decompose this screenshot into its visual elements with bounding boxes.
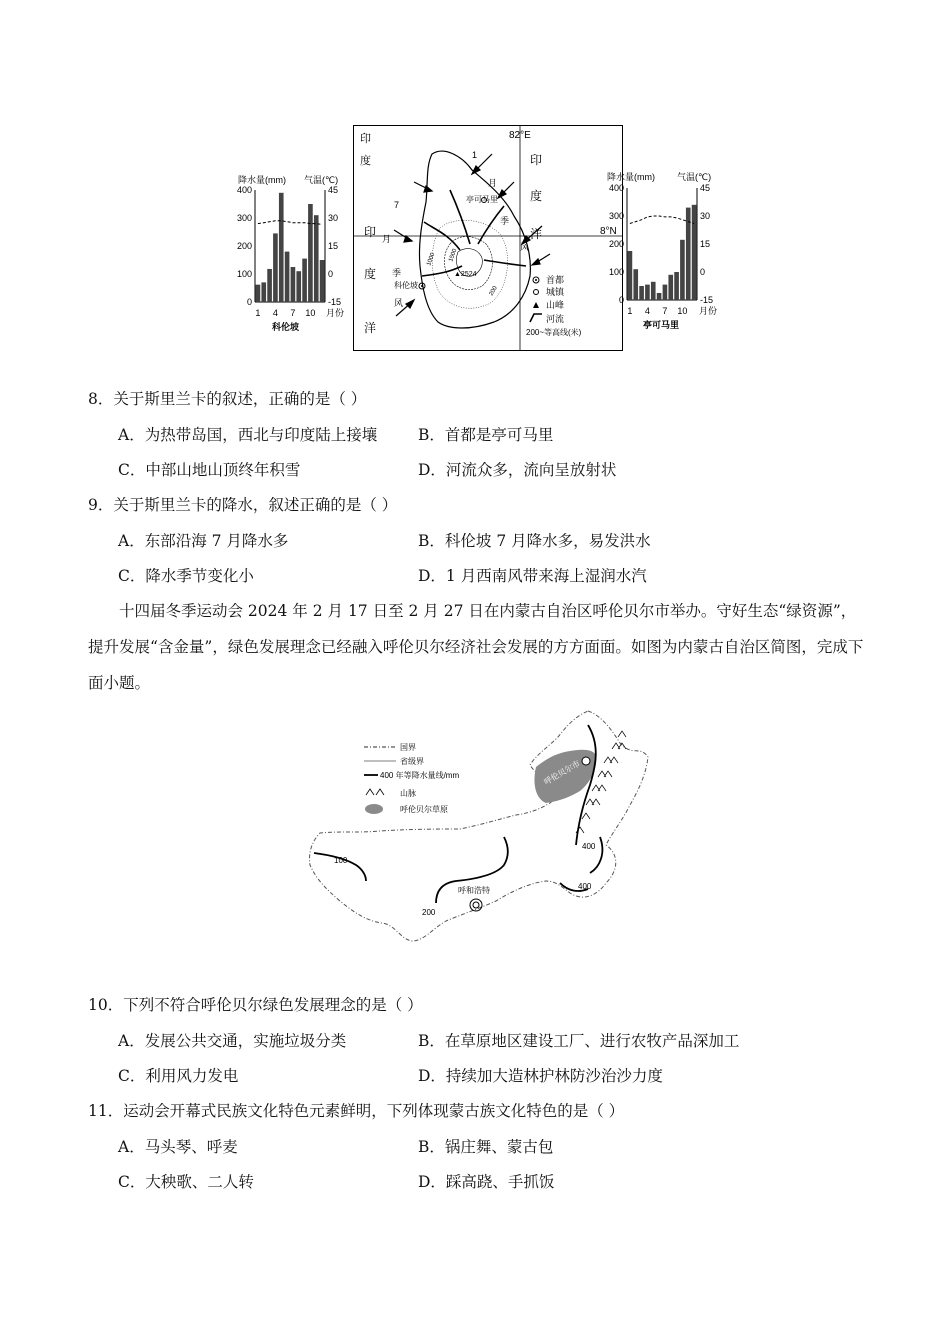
precip-bar (657, 293, 662, 300)
q9-option-c[interactable]: C．降水季节变化小 (118, 567, 254, 585)
q9-option-d[interactable]: D．1 月西南风带来海上湿润水汽 (418, 567, 647, 585)
temp-tick: 0 (700, 267, 706, 277)
label-india-2: 度 (360, 155, 371, 167)
q8-option-d[interactable]: D．河流众多，流向呈放射状 (418, 461, 617, 479)
precip-axis-label: 降水量(mm) (238, 175, 286, 185)
month-unit: 月份 (326, 308, 345, 318)
precip-tick: 100 (608, 267, 624, 277)
wind-char-ji-1: 季 (500, 216, 510, 226)
wind-num-7: 7 (394, 200, 400, 210)
month-tick: 7 (662, 306, 668, 316)
temp-tick: 30 (328, 213, 339, 223)
ocean-char-3: 洋 (530, 227, 543, 241)
isohyet-200: 200 (422, 908, 436, 917)
month-tick: 1 (255, 308, 261, 318)
legend-mountain: 山脉 (400, 789, 416, 798)
city-colombo: 科伦坡 (394, 281, 418, 290)
precip-bar (291, 267, 296, 302)
precip-bar (628, 251, 633, 300)
wind-char-yue-1: 月 (488, 178, 498, 188)
month-tick: 4 (644, 306, 650, 316)
legend-border: 国界 (400, 743, 416, 752)
q9-option-a[interactable]: A．东部沿海 7 月降水多 (118, 532, 289, 550)
temp-tick: 45 (328, 185, 339, 195)
temp-tick: 30 (700, 211, 711, 221)
temp-tick: 0 (328, 269, 334, 279)
legend-grassland: 呼伦贝尔草原 (400, 805, 448, 814)
contour-1500: 1500 (448, 248, 459, 263)
temp-tick: -15 (328, 297, 342, 307)
ocean-char-1: 印 (530, 153, 543, 167)
precip-tick: 200 (608, 239, 624, 249)
label-india-1: 印 (360, 133, 371, 145)
legend-peak: 山峰 (546, 300, 565, 310)
legend-river: 河流 (546, 314, 565, 324)
month-tick: 10 (305, 308, 316, 318)
q11-option-d[interactable]: D．踩高跷、手抓饭 (418, 1173, 555, 1191)
contour-1000: 1000 (426, 252, 437, 267)
chart-title: 亭可马里 (643, 320, 680, 330)
precip-tick: 400 (608, 183, 624, 193)
precip-bar (663, 285, 668, 300)
precip-bar (651, 282, 656, 300)
precip-bar (285, 252, 290, 302)
temp-tick: 15 (700, 239, 711, 249)
month-tick: 1 (627, 306, 633, 316)
month-tick: 10 (677, 306, 688, 316)
q8-option-a[interactable]: A．为热带岛国，西北与印度陆上接壤 (118, 426, 378, 444)
precip-axis-label: 降水量(mm) (607, 172, 655, 182)
precip-bar (296, 271, 301, 302)
ocean-char-5: 度 (364, 267, 377, 281)
legend-province: 省级界 (400, 757, 424, 766)
city-hulunbuir: 呼伦贝尔市 (542, 758, 582, 787)
peak-label: ▲2524 (454, 271, 477, 278)
lat-label: 8°N (600, 226, 617, 237)
wind-char-feng-1: 风 (520, 242, 530, 252)
precip-bar (302, 259, 307, 302)
q10-option-a[interactable]: A．发展公共交通，实施垃圾分类 (118, 1032, 347, 1050)
precip-bar (314, 215, 319, 302)
precip-bar (261, 282, 266, 302)
temp-tick: 45 (700, 183, 711, 193)
isohyet-100: 100 (334, 856, 348, 865)
city-trincomalee: 亭可马里 (466, 195, 498, 204)
month-tick: 7 (290, 308, 296, 318)
legend-capital: 首都 (546, 275, 565, 285)
legend-contour: 200~等高线(米) (526, 328, 582, 337)
temp-tick: -15 (700, 295, 714, 305)
precip-tick: 200 (236, 241, 252, 251)
passage: 十四届冬季运动会 2024 年 2 月 17 日至 2 月 27 日在内蒙古自治区呼伦贝尔市举办。守好生态“绿资源”，提升发展“含金量”，绿色发展理念已经融入呼伦贝尔经济社会发展的方方面面。如图为内蒙古自治区简图，完成下面小题。 (88, 602, 864, 692)
q9-stem: 9．关于斯里兰卡的降水，叙述正确的是（ ） (88, 496, 398, 514)
precip-bar (692, 205, 697, 300)
precip-bar (279, 193, 284, 302)
wind-char-yue-2: 月 (382, 234, 392, 244)
q10-option-b[interactable]: B．在草原地区建设工厂、进行农牧产品深加工 (418, 1032, 740, 1050)
legend-town: 城镇 (546, 287, 565, 297)
precip-bar (674, 272, 679, 300)
temp-tick: 15 (328, 241, 339, 251)
q11-stem: 11．运动会开幕式民族文化特色元素鲜明，下列体现蒙古族文化特色的是（ ） (88, 1102, 625, 1120)
figure-inner-mongolia (300, 705, 660, 953)
temp-axis-label: 气温(℃) (677, 172, 712, 182)
q8-option-c[interactable]: C．中部山地山顶终年积雪 (118, 461, 301, 479)
precip-bar (273, 233, 278, 302)
climate-chart-trincomalee (605, 170, 730, 345)
q8-stem: 8．关于斯里兰卡的叙述，正确的是（ ） (88, 390, 367, 408)
precip-bar (633, 269, 638, 300)
precip-bar (267, 269, 272, 302)
q11-option-c[interactable]: C．大秧歌、二人转 (118, 1173, 254, 1191)
precip-tick: 300 (236, 213, 252, 223)
isohyet-400-b: 400 (578, 882, 592, 891)
precip-bar (308, 204, 313, 302)
map-sri-lanka (353, 125, 623, 351)
precip-bar (680, 240, 685, 300)
contour-200: 200 (488, 285, 499, 297)
q11-option-b[interactable]: B．锅庄舞、蒙古包 (418, 1138, 554, 1156)
precip-bar (256, 285, 261, 302)
precip-bar (668, 275, 673, 300)
map2-legend (364, 743, 459, 814)
figure-sri-lanka (230, 125, 730, 355)
chart-title: 科伦坡 (272, 322, 300, 332)
precip-bar (645, 285, 650, 300)
precip-tick: 0 (246, 297, 252, 307)
q8-option-b[interactable]: B．首都是亭可马里 (418, 426, 554, 444)
month-tick: 4 (272, 308, 278, 318)
precip-tick: 0 (618, 295, 624, 305)
q10-option-d[interactable]: D．持续加大造林护林防沙治沙力度 (418, 1067, 663, 1085)
wind-num-1: 1 (472, 150, 478, 160)
month-unit: 月份 (699, 306, 718, 316)
isohyet-400-a: 400 (582, 842, 596, 851)
precip-tick: 300 (608, 211, 624, 221)
q10-stem: 10．下列不符合呼伦贝尔绿色发展理念的是（ ） (88, 996, 423, 1014)
wind-char-ji-2: 季 (392, 268, 402, 278)
temp-axis-label: 气温(℃) (304, 175, 339, 185)
temp-line (630, 216, 694, 224)
legend-isohyet: 400 年等降水量线/mm (380, 771, 460, 780)
precip-tick: 100 (236, 269, 252, 279)
ocean-char-6: 洋 (364, 321, 377, 335)
q10-option-c[interactable]: C．利用风力发电 (118, 1067, 239, 1085)
city-hohhot: 呼和浩特 (458, 886, 490, 895)
map-legend (526, 274, 582, 337)
precip-bar (639, 286, 644, 300)
ocean-char-2: 度 (530, 189, 543, 203)
ocean-char-4: 印 (364, 225, 377, 239)
lon-label: 82°E (509, 130, 531, 141)
q11-option-a[interactable]: A．马头琴、呼麦 (118, 1138, 238, 1156)
q9-option-b[interactable]: B．科伦坡 7 月降水多，易发洪水 (418, 532, 651, 550)
climate-chart-colombo (230, 170, 355, 345)
precip-bar (320, 260, 325, 302)
precip-tick: 400 (236, 185, 252, 195)
wind-char-feng-2: 风 (394, 298, 404, 308)
